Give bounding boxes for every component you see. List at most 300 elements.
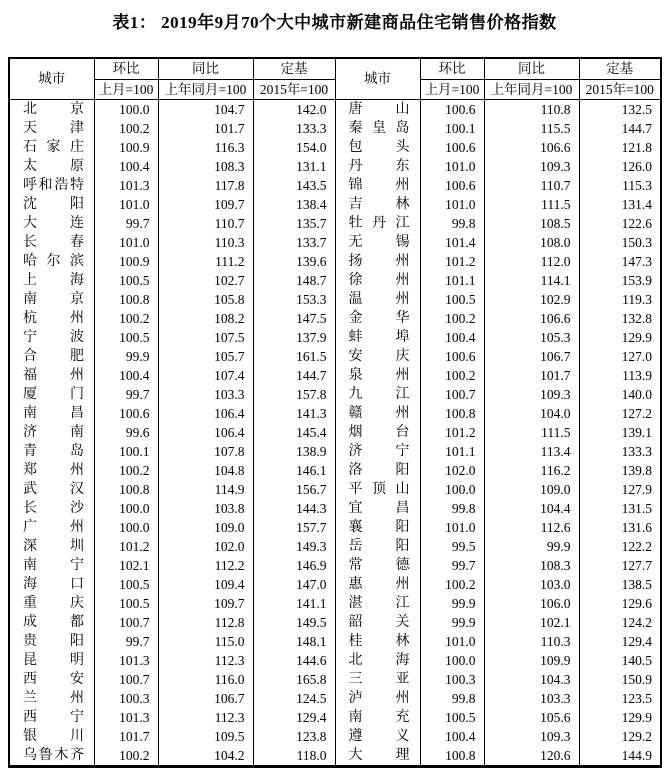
yoy-index-cell: 117.8 xyxy=(158,176,253,195)
city-name: 包头 xyxy=(348,140,410,155)
city-cell xyxy=(335,119,420,138)
mom-index-cell: 101.0 xyxy=(94,233,158,252)
base-index-cell: 144.9 xyxy=(579,746,661,767)
city-name: 重庆 xyxy=(23,596,84,611)
base-index-cell: 150.3 xyxy=(579,233,661,252)
yoy-index-cell: 107.4 xyxy=(158,366,253,385)
city-name: 贵阳 xyxy=(23,634,84,649)
city-cell xyxy=(9,195,94,214)
mom-index-cell: 100.5 xyxy=(420,708,484,727)
base-index-cell: 148.1 xyxy=(253,632,335,651)
city-name: 遵义 xyxy=(348,729,410,744)
yoy-index-cell: 111.5 xyxy=(484,195,579,214)
city-cell xyxy=(335,157,420,176)
base-index-cell: 132.8 xyxy=(579,309,661,328)
table-row xyxy=(9,727,661,746)
city-name: 丹东 xyxy=(348,159,410,174)
city-cell xyxy=(335,708,420,727)
yoy-index-cell: 110.3 xyxy=(484,632,579,651)
yoy-index-cell: 108.3 xyxy=(158,157,253,176)
city-cell xyxy=(9,689,94,708)
city-cell xyxy=(9,138,94,157)
mom-index-cell: 101.7 xyxy=(94,727,158,746)
city-name: 银川 xyxy=(23,729,84,744)
city-cell xyxy=(9,271,94,290)
base-index-cell: 149.3 xyxy=(253,537,335,556)
table-row xyxy=(9,689,661,708)
mom-index-cell: 100.5 xyxy=(94,594,158,613)
city-cell xyxy=(335,518,420,537)
subheader-yoy-left: 上年同月=100 xyxy=(158,80,253,100)
city-name: 韶关 xyxy=(348,615,410,630)
table-row xyxy=(9,518,661,537)
mom-index-cell: 102.1 xyxy=(94,556,158,575)
base-index-cell: 139.1 xyxy=(579,423,661,442)
city-name: 成都 xyxy=(23,615,84,630)
city-cell xyxy=(335,746,420,767)
city-name: 桂林 xyxy=(348,634,410,649)
city-name: 济南 xyxy=(23,425,84,440)
base-index-cell: 129.4 xyxy=(579,632,661,651)
city-cell xyxy=(335,176,420,195)
city-cell xyxy=(9,100,94,120)
city-cell xyxy=(335,594,420,613)
yoy-index-cell: 109.7 xyxy=(158,594,253,613)
mom-index-cell: 100.5 xyxy=(94,271,158,290)
col-header-base-right: 定基 xyxy=(579,58,661,80)
city-cell xyxy=(335,252,420,271)
mom-index-cell: 99.7 xyxy=(420,556,484,575)
city-name: 赣州 xyxy=(348,406,410,421)
yoy-index-cell: 112.2 xyxy=(158,556,253,575)
city-cell xyxy=(9,670,94,689)
yoy-index-cell: 112.3 xyxy=(158,651,253,670)
city-name: 深圳 xyxy=(23,539,84,554)
base-index-cell: 127.9 xyxy=(579,480,661,499)
city-name: 天津 xyxy=(23,121,84,136)
base-index-cell: 129.2 xyxy=(579,727,661,746)
mom-index-cell: 100.6 xyxy=(420,138,484,157)
yoy-index-cell: 106.6 xyxy=(484,309,579,328)
city-name: 昆明 xyxy=(23,653,84,668)
table-row xyxy=(9,328,661,347)
yoy-index-cell: 112.8 xyxy=(158,613,253,632)
mom-index-cell: 99.7 xyxy=(94,385,158,404)
city-name: 锦州 xyxy=(348,178,410,193)
city-cell xyxy=(9,442,94,461)
mom-index-cell: 99.5 xyxy=(420,537,484,556)
city-cell xyxy=(335,537,420,556)
city-cell xyxy=(335,689,420,708)
city-cell xyxy=(9,290,94,309)
mom-index-cell: 100.0 xyxy=(94,100,158,120)
yoy-index-cell: 104.8 xyxy=(158,461,253,480)
yoy-index-cell: 104.7 xyxy=(158,100,253,120)
base-index-cell: 141.3 xyxy=(253,404,335,423)
mom-index-cell: 100.0 xyxy=(420,480,484,499)
mom-index-cell: 100.6 xyxy=(420,347,484,366)
mom-index-cell: 101.0 xyxy=(420,195,484,214)
city-name: 长沙 xyxy=(23,501,84,516)
city-name: 乌鲁木齐 xyxy=(23,748,84,763)
table-row xyxy=(9,651,661,670)
city-name: 无锡 xyxy=(348,235,410,250)
city-cell xyxy=(335,461,420,480)
base-index-cell: 115.3 xyxy=(579,176,661,195)
base-index-cell: 126.0 xyxy=(579,157,661,176)
mom-index-cell: 101.4 xyxy=(420,233,484,252)
yoy-index-cell: 112.6 xyxy=(484,518,579,537)
mom-index-cell: 100.6 xyxy=(420,176,484,195)
yoy-index-cell: 105.7 xyxy=(158,347,253,366)
city-name: 洛阳 xyxy=(348,463,410,478)
city-cell xyxy=(9,214,94,233)
table-row xyxy=(9,632,661,651)
yoy-index-cell: 109.5 xyxy=(158,727,253,746)
base-index-cell: 147.5 xyxy=(253,309,335,328)
mom-index-cell: 100.1 xyxy=(420,119,484,138)
table-row xyxy=(9,613,661,632)
city-name: 济宁 xyxy=(348,444,410,459)
city-cell xyxy=(9,746,94,767)
city-name: 哈尔滨 xyxy=(23,254,84,269)
city-cell xyxy=(9,708,94,727)
mom-index-cell: 100.2 xyxy=(94,461,158,480)
yoy-index-cell: 108.3 xyxy=(484,556,579,575)
base-index-cell: 140.5 xyxy=(579,651,661,670)
yoy-index-cell: 108.5 xyxy=(484,214,579,233)
mom-index-cell: 100.8 xyxy=(420,746,484,767)
mom-index-cell: 100.3 xyxy=(94,689,158,708)
table-row xyxy=(9,480,661,499)
mom-index-cell: 100.4 xyxy=(94,366,158,385)
mom-index-cell: 101.0 xyxy=(420,518,484,537)
yoy-index-cell: 116.0 xyxy=(158,670,253,689)
table-row xyxy=(9,670,661,689)
col-header-city-left: 城市 xyxy=(9,58,94,100)
city-cell xyxy=(335,328,420,347)
city-cell xyxy=(9,575,94,594)
table-row xyxy=(9,423,661,442)
city-name: 厦门 xyxy=(23,387,84,402)
subheader-base-right: 2015年=100 xyxy=(579,80,661,100)
base-index-cell: 147.3 xyxy=(579,252,661,271)
mom-index-cell: 101.3 xyxy=(94,651,158,670)
city-name: 石家庄 xyxy=(23,140,84,155)
table-row xyxy=(9,347,661,366)
base-index-cell: 129.9 xyxy=(579,708,661,727)
yoy-index-cell: 113.4 xyxy=(484,442,579,461)
city-cell xyxy=(9,309,94,328)
yoy-index-cell: 109.9 xyxy=(484,651,579,670)
mom-index-cell: 99.7 xyxy=(94,632,158,651)
yoy-index-cell: 109.0 xyxy=(158,518,253,537)
city-cell xyxy=(9,727,94,746)
city-name: 南宁 xyxy=(23,558,84,573)
base-index-cell: 157.7 xyxy=(253,518,335,537)
mom-index-cell: 100.5 xyxy=(420,290,484,309)
table-row xyxy=(9,575,661,594)
city-name: 泉州 xyxy=(348,368,410,383)
mom-index-cell: 101.2 xyxy=(94,537,158,556)
base-index-cell: 147.0 xyxy=(253,575,335,594)
mom-index-cell: 100.0 xyxy=(94,518,158,537)
base-index-cell: 153.9 xyxy=(579,271,661,290)
mom-index-cell: 101.0 xyxy=(94,195,158,214)
mom-index-cell: 100.7 xyxy=(94,670,158,689)
city-cell xyxy=(335,309,420,328)
table-row xyxy=(9,214,661,233)
city-name: 福州 xyxy=(23,368,84,383)
city-cell xyxy=(335,290,420,309)
yoy-index-cell: 112.3 xyxy=(158,708,253,727)
yoy-index-cell: 115.0 xyxy=(158,632,253,651)
mom-index-cell: 100.3 xyxy=(420,670,484,689)
page-title: 表1： 2019年9月70个大中城市新建商品住宅销售价格指数 xyxy=(112,13,557,32)
base-index-cell: 156.7 xyxy=(253,480,335,499)
mom-index-cell: 100.2 xyxy=(420,575,484,594)
mom-index-cell: 102.0 xyxy=(420,461,484,480)
base-index-cell: 153.3 xyxy=(253,290,335,309)
yoy-index-cell: 109.0 xyxy=(484,480,579,499)
base-index-cell: 127.2 xyxy=(579,404,661,423)
yoy-index-cell: 107.8 xyxy=(158,442,253,461)
city-cell xyxy=(335,347,420,366)
city-name: 合肥 xyxy=(23,349,84,364)
mom-index-cell: 100.2 xyxy=(94,119,158,138)
base-index-cell: 144.7 xyxy=(579,119,661,138)
yoy-index-cell: 116.2 xyxy=(484,461,579,480)
city-cell xyxy=(9,404,94,423)
city-name: 徐州 xyxy=(348,273,410,288)
city-cell xyxy=(335,556,420,575)
city-cell xyxy=(335,138,420,157)
table-header xyxy=(9,58,661,100)
base-index-cell: 129.6 xyxy=(579,594,661,613)
base-index-cell: 146.9 xyxy=(253,556,335,575)
city-cell xyxy=(335,214,420,233)
table-row xyxy=(9,499,661,518)
city-name: 岳阳 xyxy=(348,539,410,554)
mom-index-cell: 100.8 xyxy=(420,404,484,423)
yoy-index-cell: 116.3 xyxy=(158,138,253,157)
mom-index-cell: 100.0 xyxy=(94,499,158,518)
base-index-cell: 131.6 xyxy=(579,518,661,537)
city-name: 三亚 xyxy=(348,672,410,687)
yoy-index-cell: 106.6 xyxy=(484,138,579,157)
city-name: 宁波 xyxy=(23,330,84,345)
city-name: 湛江 xyxy=(348,596,410,611)
mom-index-cell: 99.6 xyxy=(94,423,158,442)
yoy-index-cell: 109.3 xyxy=(484,727,579,746)
base-index-cell: 132.5 xyxy=(579,100,661,120)
yoy-index-cell: 109.3 xyxy=(484,385,579,404)
base-index-cell: 119.3 xyxy=(579,290,661,309)
mom-index-cell: 99.9 xyxy=(94,347,158,366)
base-index-cell: 133.3 xyxy=(579,442,661,461)
city-cell xyxy=(9,157,94,176)
table-row xyxy=(9,442,661,461)
col-header-yoy-right: 同比 xyxy=(484,58,579,80)
base-index-cell: 124.2 xyxy=(579,613,661,632)
city-cell xyxy=(335,670,420,689)
table-row xyxy=(9,233,661,252)
city-name: 吉林 xyxy=(348,197,410,212)
yoy-index-cell: 105.8 xyxy=(158,290,253,309)
base-index-cell: 133.7 xyxy=(253,233,335,252)
base-index-cell: 148.7 xyxy=(253,271,335,290)
yoy-index-cell: 105.3 xyxy=(484,328,579,347)
mom-index-cell: 100.6 xyxy=(94,404,158,423)
table-row xyxy=(9,176,661,195)
yoy-index-cell: 115.5 xyxy=(484,119,579,138)
yoy-index-cell: 104.4 xyxy=(484,499,579,518)
city-cell xyxy=(9,537,94,556)
mom-index-cell: 100.2 xyxy=(94,746,158,767)
city-name: 武汉 xyxy=(23,482,84,497)
city-name: 蚌埠 xyxy=(348,330,410,345)
yoy-index-cell: 106.7 xyxy=(158,689,253,708)
yoy-index-cell: 99.9 xyxy=(484,537,579,556)
col-header-city-right: 城市 xyxy=(335,58,420,100)
base-index-cell: 118.0 xyxy=(253,746,335,767)
base-index-cell: 144.3 xyxy=(253,499,335,518)
base-index-cell: 144.7 xyxy=(253,366,335,385)
base-index-cell: 161.5 xyxy=(253,347,335,366)
base-index-cell: 129.4 xyxy=(253,708,335,727)
base-index-cell: 139.8 xyxy=(579,461,661,480)
base-index-cell: 131.5 xyxy=(579,499,661,518)
yoy-index-cell: 103.0 xyxy=(484,575,579,594)
table-row xyxy=(9,138,661,157)
yoy-index-cell: 114.9 xyxy=(158,480,253,499)
table-row xyxy=(9,366,661,385)
yoy-index-cell: 107.5 xyxy=(158,328,253,347)
base-index-cell: 146.1 xyxy=(253,461,335,480)
table-row xyxy=(9,100,661,120)
mom-index-cell: 100.5 xyxy=(94,575,158,594)
city-cell xyxy=(9,233,94,252)
city-name: 广州 xyxy=(23,520,84,535)
yoy-index-cell: 105.6 xyxy=(484,708,579,727)
table-row xyxy=(9,119,661,138)
city-name: 温州 xyxy=(348,292,410,307)
city-cell xyxy=(335,423,420,442)
city-cell xyxy=(335,727,420,746)
city-cell xyxy=(335,385,420,404)
mom-index-cell: 101.2 xyxy=(420,423,484,442)
table-row xyxy=(9,309,661,328)
city-name: 青岛 xyxy=(23,444,84,459)
yoy-index-cell: 106.7 xyxy=(484,347,579,366)
city-name: 惠州 xyxy=(348,577,410,592)
yoy-index-cell: 110.7 xyxy=(158,214,253,233)
header-row-groups xyxy=(9,58,661,80)
base-index-cell: 140.0 xyxy=(579,385,661,404)
yoy-index-cell: 109.7 xyxy=(158,195,253,214)
mom-index-cell: 100.2 xyxy=(420,366,484,385)
price-index-table xyxy=(8,57,662,768)
table-body xyxy=(9,100,661,767)
city-name: 南昌 xyxy=(23,406,84,421)
city-cell xyxy=(9,556,94,575)
mom-index-cell: 101.3 xyxy=(94,176,158,195)
table-row xyxy=(9,594,661,613)
base-index-cell: 150.9 xyxy=(579,670,661,689)
city-cell xyxy=(335,632,420,651)
city-cell xyxy=(9,366,94,385)
city-name: 南京 xyxy=(23,292,84,307)
city-cell xyxy=(9,328,94,347)
city-cell xyxy=(335,499,420,518)
city-name: 九江 xyxy=(348,387,410,402)
city-name: 襄阳 xyxy=(348,520,410,535)
subheader-yoy-right: 上年同月=100 xyxy=(484,80,579,100)
base-index-cell: 138.9 xyxy=(253,442,335,461)
yoy-index-cell: 102.7 xyxy=(158,271,253,290)
table-row xyxy=(9,708,661,727)
city-cell xyxy=(335,651,420,670)
base-index-cell: 141.1 xyxy=(253,594,335,613)
base-index-cell: 139.6 xyxy=(253,252,335,271)
city-cell xyxy=(9,461,94,480)
yoy-index-cell: 114.1 xyxy=(484,271,579,290)
mom-index-cell: 100.1 xyxy=(94,442,158,461)
city-name: 西宁 xyxy=(23,710,84,725)
city-cell xyxy=(9,119,94,138)
mom-index-cell: 101.1 xyxy=(420,271,484,290)
table-row xyxy=(9,746,661,767)
base-index-cell: 133.3 xyxy=(253,119,335,138)
yoy-index-cell: 102.0 xyxy=(158,537,253,556)
city-name: 秦皇岛 xyxy=(348,121,410,136)
table-row xyxy=(9,556,661,575)
city-name: 扬州 xyxy=(348,254,410,269)
city-cell xyxy=(335,442,420,461)
city-cell xyxy=(9,347,94,366)
city-name: 郑州 xyxy=(23,463,84,478)
yoy-index-cell: 111.2 xyxy=(158,252,253,271)
table-row xyxy=(9,461,661,480)
mom-index-cell: 100.4 xyxy=(94,157,158,176)
yoy-index-cell: 112.0 xyxy=(484,252,579,271)
mom-index-cell: 100.5 xyxy=(94,328,158,347)
city-cell xyxy=(9,594,94,613)
yoy-index-cell: 106.4 xyxy=(158,404,253,423)
yoy-index-cell: 110.7 xyxy=(484,176,579,195)
mom-index-cell: 100.7 xyxy=(94,613,158,632)
yoy-index-cell: 106.0 xyxy=(484,594,579,613)
city-name: 泸州 xyxy=(348,691,410,706)
base-index-cell: 123.8 xyxy=(253,727,335,746)
mom-index-cell: 101.0 xyxy=(420,632,484,651)
city-name: 牡丹江 xyxy=(348,216,410,231)
city-name: 长春 xyxy=(23,235,84,250)
yoy-index-cell: 103.3 xyxy=(158,385,253,404)
col-header-mom-left: 环比 xyxy=(94,58,158,80)
mom-index-cell: 100.8 xyxy=(94,480,158,499)
yoy-index-cell: 108.0 xyxy=(484,233,579,252)
yoy-index-cell: 103.3 xyxy=(484,689,579,708)
city-name: 大连 xyxy=(23,216,84,231)
city-cell xyxy=(335,575,420,594)
subheader-base-left: 2015年=100 xyxy=(253,80,335,100)
table-row xyxy=(9,195,661,214)
mom-index-cell: 99.7 xyxy=(94,214,158,233)
mom-index-cell: 99.8 xyxy=(420,214,484,233)
city-name: 上海 xyxy=(23,273,84,288)
city-name: 常德 xyxy=(348,558,410,573)
